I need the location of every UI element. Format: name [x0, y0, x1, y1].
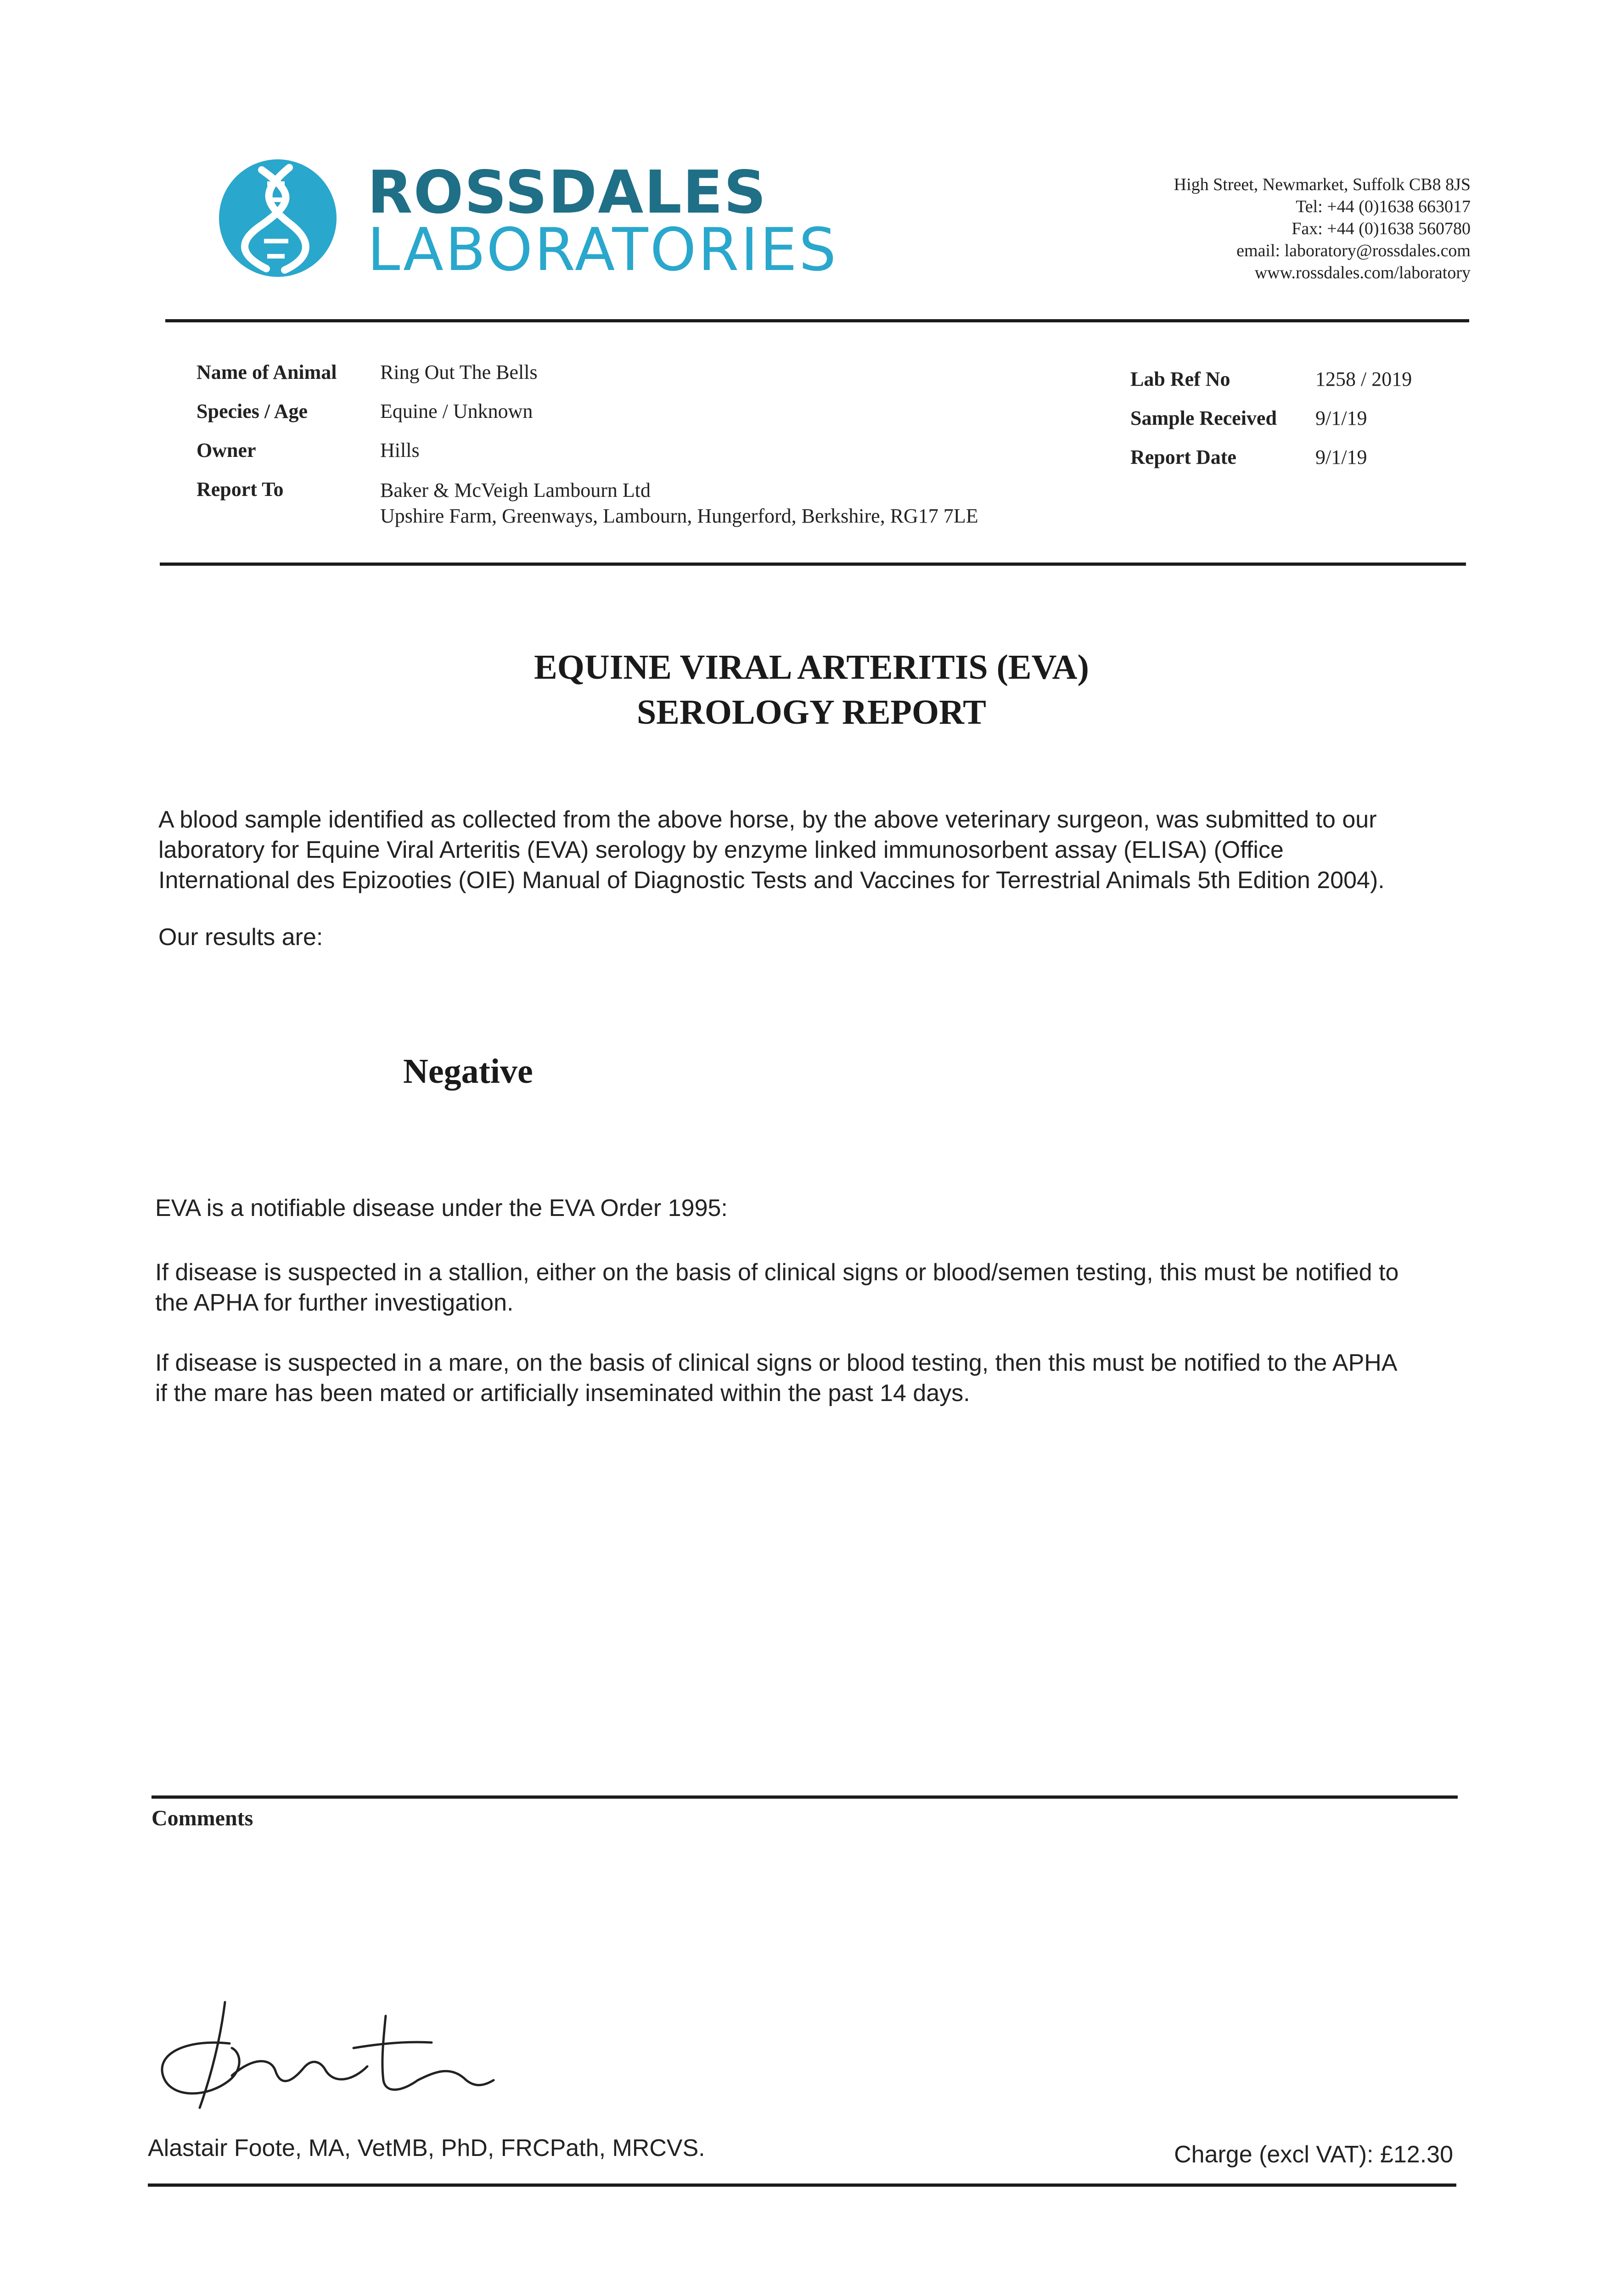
dna-helix-icon	[216, 152, 340, 285]
signature-image	[152, 1988, 500, 2117]
report-date-value: 9/1/19	[1315, 446, 1367, 468]
report-to-line1: Baker & McVeigh Lambourn Ltd	[380, 479, 651, 501]
species-age-value: Equine / Unknown	[380, 400, 533, 422]
details-divider	[160, 563, 1466, 566]
report-to-line2: Upshire Farm, Greenways, Lambourn, Hungerford, Berkshire, RG17 7LE	[380, 505, 978, 527]
contact-website: www.rossdales.com/laboratory	[1254, 263, 1471, 282]
contact-block	[1174, 174, 1471, 284]
report-to-label: Report To	[197, 478, 284, 501]
results-intro: Our results are:	[158, 924, 323, 951]
intro-line-3: International des Epizooties (OIE) Manual of Diagnostic Tests and Vaccines for Terrestrial Animals 5th Edition 2004).	[158, 867, 1385, 894]
comments-divider	[152, 1795, 1458, 1799]
report-date-label: Report Date	[1130, 446, 1236, 468]
sample-received-value: 9/1/19	[1315, 407, 1367, 429]
report-title-line1: EQUINE VIRAL ARTERITIS (EVA)	[534, 648, 1089, 687]
intro-line-2: laboratory for Equine Viral Arteritis (EVA) serology by enzyme linked immunosorbent assay (ELISA) (Office	[158, 837, 1284, 863]
mare-line-1: If disease is suspected in a mare, on the basis of clinical signs or blood testing, then this must be notified to the APHA	[155, 1350, 1398, 1376]
lab-ref-label: Lab Ref No	[1130, 368, 1230, 390]
signatory-name: Alastair Foote, MA, VetMB, PhD, FRCPath, MRCVS.	[148, 2135, 705, 2161]
comments-label: Comments	[152, 1806, 253, 1830]
contact-fax: Fax: +44 (0)1638 560780	[1292, 219, 1471, 238]
footer-divider	[148, 2183, 1456, 2187]
owner-value: Hills	[380, 439, 420, 461]
name-of-animal-label: Name of Animal	[197, 361, 337, 383]
test-result: Negative	[403, 1052, 533, 1091]
name-of-animal-value: Ring Out The Bells	[380, 361, 538, 383]
contact-tel: Tel: +44 (0)1638 663017	[1296, 197, 1471, 216]
brand-name-line1: ROSSDALES	[367, 158, 767, 227]
report-title-line2: SEROLOGY REPORT	[637, 693, 986, 732]
intro-paragraph	[158, 805, 1490, 895]
species-age-label: Species / Age	[197, 400, 308, 422]
charge-amount: Charge (excl VAT): £12.30	[1174, 2141, 1453, 2168]
owner-label: Owner	[197, 439, 256, 461]
brand-name-line2: LABORATORIES	[367, 216, 838, 284]
stallion-paragraph	[155, 1257, 1496, 1318]
sample-received-label: Sample Received	[1130, 407, 1277, 429]
stallion-line-2: the APHA for further investigation.	[155, 1289, 514, 1316]
intro-line-1: A blood sample identified as collected from the above horse, by the above veterinary surgeon, was submitted to our	[158, 806, 1377, 833]
header-divider	[165, 319, 1469, 322]
lab-ref-value: 1258 / 2019	[1315, 368, 1412, 390]
mare-paragraph	[155, 1348, 1496, 1408]
notifiable-statement: EVA is a notifiable disease under the EVA Order 1995:	[155, 1195, 728, 1221]
mare-line-2: if the mare has been mated or artificially inseminated within the past 14 days.	[155, 1380, 970, 1407]
contact-email: email: laboratory@rossdales.com	[1236, 241, 1471, 260]
contact-address: High Street, Newmarket, Suffolk CB8 8JS	[1174, 175, 1471, 194]
stallion-line-1: If disease is suspected in a stallion, either on the basis of clinical signs or blood/semen testing, this must be notified to	[155, 1259, 1399, 1286]
